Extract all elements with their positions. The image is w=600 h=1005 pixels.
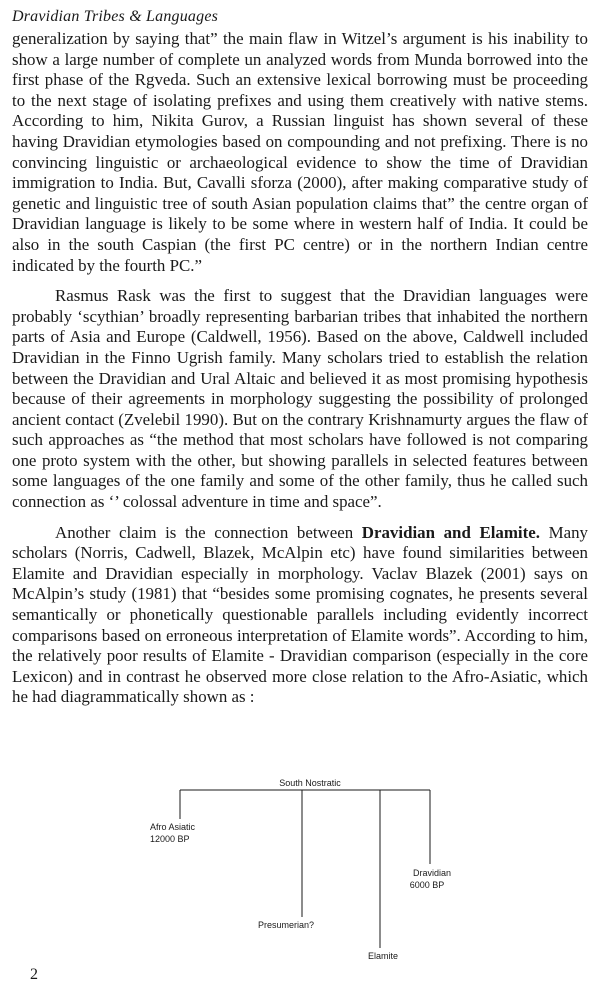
paragraph-3-start: Another claim is the connection between	[55, 522, 362, 542]
paragraph-3-bold: Dravidian and Elamite.	[361, 522, 540, 542]
running-header: Dravidian Tribes & Languages	[12, 8, 219, 25]
afro-asiatic-label: Afro Asiatic	[150, 822, 196, 832]
body-text	[12, 29, 588, 708]
paragraph-1: generalization by saying that” the main flaw in Witzel’s argument is his inability to show a large number of complete un analyzed words from Munda borrowed into the first phase of the Rgveda. Such an extensive lexical borrowing must be proceeding to the next stage of isolating prefixes and using them creatively with native stems. According to him, Nikita Gurov, a Russian linguist has shown several of these having Dravidian etymologies based on compounding and not prefixing. There is no convincing linguistic or archaeological evidence to show the time of Dravidian immigration to India. But, Cavalli sforza (2000), after making comparative study of genetic and linguistic tree of south Asian population claims that” the centre organ of Dravidian language is likely to be some where in western half of India. It could be also in the south Caspian (the first PC centre) or in the northern Indian centre indicated by the fourth PC.”	[12, 29, 588, 275]
dravidian-date: 6000 BP	[409, 880, 445, 890]
paragraph-3-end: Many scholars (Norris, Cadwell, Blazek, McAlpin etc) have found similarities between Elamite and Dravidian especially in morphology. Vaclav Blazek (2001) says on McAlpin’s study (1981) that “besides some promising cognates, he presents several semantically or phonetically questionable parallels including evidently incorrect comparisons based on erroneous interpretation of Elamite words”. According to him, the relatively poor results of Elamite - Dravidian comparison (especially in the core Lexicon) and in contrast he observed more close relation to the Afro-Asiatic, which he had diagrammatically shown as :	[12, 522, 588, 707]
paragraph-3	[12, 523, 588, 708]
root-label: South Nostratic	[279, 778, 341, 788]
dravidian-label: Dravidian	[412, 868, 452, 878]
page-number: 2	[30, 966, 38, 983]
afro-asiatic-date: 12000 BP	[150, 834, 190, 844]
paragraph-2: Rasmus Rask was the first to suggest that the Dravidian languages were probably ‘scythian’ broadly representing barbarian tribes that inhabited the northern parts of Asia and Europe (Caldwell, 1956). Based on the above, Caldwell included Dravidian in the Finno Ugrish family. Many scholars tried to establish the relation between the Dravidian and Ural Altaic and believed it as most promising hypothesis because of their agreements in morphology suggesting the possibility of prolonged ancient contact (Zvelebil 1990). But on the contrary Krishnamurty argues the flaw of such approaches as “the method that most scholars have followed is not comparing one proto system with the other, but showing parallels in selected features between some languages of the one family and some of the other family, thus he called such connection as ‘’ colossal adventure in time and space”.	[12, 286, 588, 512]
elamite-label: Elamite	[367, 951, 399, 961]
language-tree-diagram	[0, 772, 600, 972]
presumerian-label: Presumerian?	[257, 920, 315, 930]
